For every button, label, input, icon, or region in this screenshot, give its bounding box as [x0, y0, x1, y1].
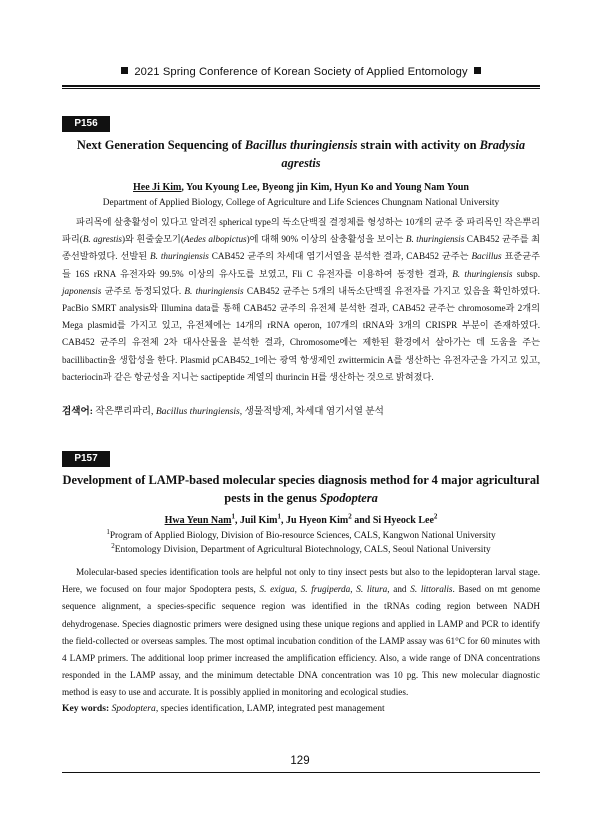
affiliation-line	[62, 543, 540, 557]
square-bullet-icon	[121, 67, 128, 74]
author-separator: and	[373, 182, 395, 193]
abstract-segment-text: , and	[387, 584, 411, 595]
square-bullet-icon	[474, 67, 481, 74]
abstract-segment-text: CAB452 균주의 차세대 염기서열을 분석한 결과, CAB452 균주는	[208, 251, 472, 262]
affiliation-line	[62, 196, 540, 210]
abstract-segment-text: 파리목에 살충활성이 있다고 알려진 spherical type의 독소단백질 결정체를 형성하는 10개의 균주 중 파리목인 작은뿌리파리(	[62, 217, 540, 245]
affiliation-text: Program of Applied Biology, Division of Bio-resource Sciences, CALS, Kangwon National University	[109, 531, 496, 541]
article-authors	[62, 181, 540, 195]
keyword-segment-text: , 생물적방제, 차세대 염기서열 분석	[239, 406, 384, 417]
conference-title: 2021 Spring Conference of Korean Society of Applied Entomology	[134, 66, 468, 78]
title-segment-italic: Bacillus thuringiensis	[244, 138, 358, 152]
keyword-segment-text: 작은뿌리파리,	[93, 406, 156, 417]
title-segment-text: strain with activity on	[357, 138, 480, 152]
abstract-segment-italic: S. frugiperda	[300, 584, 351, 595]
footer-rule	[62, 772, 540, 773]
affiliation-text: Entomology Division, Department of Agricultural Biotechnology, CALS, Seoul National University	[114, 545, 491, 555]
title-segment-italic: Bradysia agrestis	[281, 138, 526, 170]
affiliation-marker: 2	[111, 541, 115, 550]
affiliation-text: Department of Applied Biology, College of Agriculture and Life Sciences Chungnam National University	[102, 198, 500, 208]
abstract-segment-italic: S. exigua	[259, 584, 295, 595]
author-separator: ,	[234, 515, 240, 526]
abstract-segment-italic: B. thuringiensis	[184, 285, 244, 296]
poster-id-badge: P157	[62, 451, 110, 467]
poster-id-badge: P156	[62, 116, 110, 132]
author-affiliation-marker: 2	[348, 512, 352, 521]
abstract-segment-text: ,	[294, 584, 301, 595]
article-affiliations	[62, 196, 540, 210]
author-separator: ,	[181, 182, 186, 193]
author-name: You Kyoung Lee	[186, 182, 258, 193]
article-title	[62, 471, 540, 507]
abstract-segment-text: subsp.	[512, 268, 540, 279]
author-affiliation-marker: 1	[277, 512, 281, 521]
abstract-segment-italic: S. littoralis	[410, 584, 453, 595]
keywords-label: 검색어:	[62, 406, 93, 417]
author-name: Hyun Ko	[334, 182, 374, 193]
abstract-segment-italic: S. litura	[356, 584, 388, 595]
author-separator: ,	[329, 182, 335, 193]
article-abstract	[62, 214, 540, 386]
keyword-segment-italic: Bacillus thuringiensis	[155, 406, 240, 417]
abstract-segment-italic: Bacillus	[471, 251, 502, 262]
title-segment-text: Next Generation Sequencing of	[76, 138, 245, 152]
affiliation-marker: 1	[106, 527, 110, 536]
author-name: Si Hyeock Lee	[372, 515, 434, 526]
running-header	[62, 66, 540, 78]
abstract-segment-text: Molecular-based species identification tools are helpful not only to tiny insect pests but also to the lepidopteran larval stage. Here, we focused on four major Spodoptera pests,	[62, 567, 540, 595]
abstract-segment-text: 표준균주들 16S rRNA 유전자와 99.5% 이상의 유사도를 보였고, Fli C 유전자를 이용하여 동정한 결과,	[62, 251, 540, 279]
abstract-segment-text: 균주로 동정되었다.	[101, 285, 185, 296]
abstract-segment-italic: B. thuringiensis	[405, 234, 465, 245]
author-separator: and	[351, 515, 373, 526]
abstract-segment-italic: B. thuringiensis	[452, 268, 513, 279]
article-abstract	[62, 564, 540, 702]
abstract-segment-text: )와 흰줄숲모기(	[122, 234, 184, 245]
abstract-segment-text: CAB452 균주는 5개의 내독소단백질 유전자를 가지고 있음을 확인하였다. PacBio SMRT analysis와 Illumina data를 통해 CAB452 균주의 유전체 분석한 결과, CAB452 균주는 chromosome과 2개의 Mega plasmid를 가지고 있고, 유전체에는 14개의 rRNA operon, 107개의 tRNA와 3개의 CRISPR 부분이 존재하였다. CAB452 균주의 유전체 2차 대사산물을 분석한 결과, Chromosome에는 제한된 환경에서 살아가는 데 도움을 주는 bacillibactin을 생합성을 한다. Plasmid pCAB452_1에는 광역 항생제인 zwittermicin A를 생산하는 유전자군을 가지고 있고, bacteriocin과 같은 항균성을 지니는 sactipeptide 계열의 thurincin H를 생산하는 것으로 밝혀졌다.	[62, 285, 540, 382]
author-name: Ju Hyeon Kim	[285, 515, 349, 526]
keywords-label: Key words:	[62, 703, 110, 714]
abstract-segment-text: ,	[350, 584, 357, 595]
abstract-segment-italic: B. thuringiensis	[150, 251, 209, 262]
article-affiliations	[62, 529, 540, 557]
article-title	[62, 136, 540, 172]
author-name: Young Nam Youn	[394, 182, 469, 193]
author-affiliation-marker: 2	[433, 512, 438, 521]
header-rule	[62, 85, 540, 87]
keyword-segment-text: , species identification, LAMP, integrated pest management	[155, 703, 385, 714]
title-segment-text: Development of LAMP-based molecular species diagnosis method for 4 major agricultural pests in the genus	[62, 473, 540, 505]
header-rule-thin	[62, 88, 540, 89]
abstract-segment-italic: B. agrestis	[82, 234, 122, 245]
article-keywords	[62, 405, 540, 419]
page-number: 129	[290, 755, 310, 767]
author-name: Juil Kim	[239, 515, 278, 526]
author-name: Hwa Yeun Nam	[164, 515, 232, 526]
author-separator: ,	[257, 182, 263, 193]
article-keywords	[62, 702, 540, 716]
abstract-segment-text: CAB452 균주를 최종선발하였다. 선발된	[62, 234, 540, 262]
author-name: Hee Ji Kim	[133, 182, 182, 193]
abstract-segment-italic: Aedes albopictus	[183, 234, 247, 245]
author-separator: ,	[280, 515, 286, 526]
article-authors	[62, 514, 540, 528]
title-segment-italic: Spodoptera	[319, 491, 378, 505]
author-affiliation-marker: 1	[231, 512, 235, 521]
abstract-segment-text: )에 대해 90% 이상의 살충활성을 보이는	[246, 234, 406, 245]
author-name: Byeong jin Kim	[262, 182, 330, 193]
affiliation-line	[62, 529, 540, 543]
keyword-segment-italic: Spodoptera	[111, 703, 156, 714]
abstract-segment-italic: japonensis	[62, 285, 102, 296]
abstract-segment-text: . Based on mt genome sequence alignment, a species-specific sequence region was identified in the tRNAs coding region between NADH dehydrogenase. Species diagnostic primers were designed using these unique regions and applied in LAMP and PCR to identify the field-collected or overseas samples. The most optimal incubation condition of the LAMP assay was 61°C for 60 minutes with 4 LAMP primers. The additional loop primer increased the amplification efficiency. Also, a wide range of DNA concentrations responded in the LAMP assay, and the minimum detectable DNA concentration was 10 pg. This new molecular diagnostic method is easy to use and accurate. It is possibly applied in monitoring and ecological studies.	[62, 584, 541, 698]
